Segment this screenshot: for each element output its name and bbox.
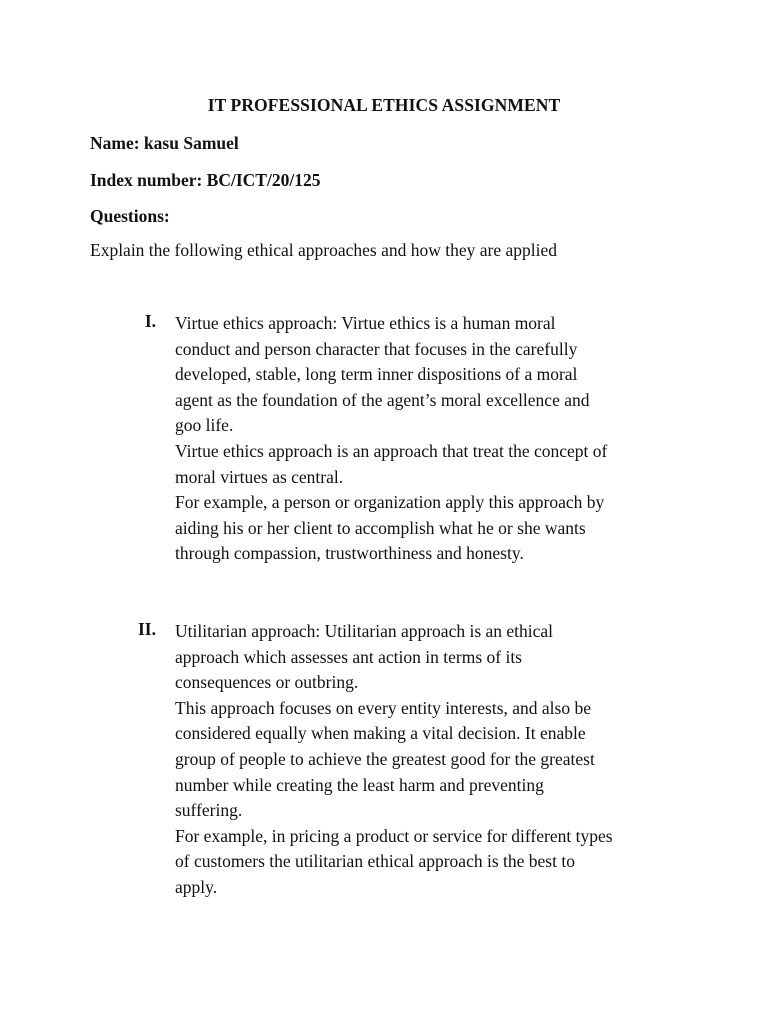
item-text-line: Virtue ethics approach: Virtue ethics is a human moral (175, 313, 556, 333)
item-text-line: of customers the utilitarian ethical approach is the best to (175, 851, 575, 872)
questions-label: Questions: (90, 206, 170, 226)
intro-text: Explain the following ethical approaches and how they are applied (90, 240, 557, 260)
document-title: IT PROFESSIONAL ETHICS ASSIGNMENT (207, 95, 561, 115)
index-number-line: Index number: BC/ICT/20/125 (90, 170, 321, 190)
name-line: Name: kasu Samuel (90, 133, 239, 153)
item-text-line: number while creating the least harm and preventing (175, 774, 544, 795)
item-text-line: goo life. (175, 415, 234, 436)
item-body (175, 311, 705, 567)
item-text-line: approach which assesses ant action in terms of its (175, 646, 522, 667)
item-text-line: Utilitarian approach: Utilitarian approach is an ethical (175, 621, 554, 641)
item-text-line: For example, in pricing a product or service for different types (175, 825, 613, 846)
item-text-line: suffering. (175, 800, 243, 821)
item-body (175, 619, 705, 901)
item-text-line: moral virtues as central. (175, 466, 344, 487)
item-text-line: through compassion, trustworthiness and honesty. (175, 543, 524, 564)
item-numeral: II. (138, 619, 156, 639)
item-text-line: group of people to achieve the greatest good for the greatest (175, 748, 595, 769)
item-text-line: developed, stable, long term inner dispositions of a moral (175, 364, 578, 385)
item-text-line: For example, a person or organization apply this approach by (175, 492, 605, 513)
item-text-line: This approach focuses on every entity interests, and also be (175, 697, 591, 718)
item-text-line: consequences or outbring. (175, 672, 359, 693)
item-text-line: apply. (175, 876, 218, 897)
item-text-line: considered equally when making a vital decision. It enable (175, 723, 586, 744)
item-text-line: aiding his or her client to accomplish what he or she wants (175, 517, 586, 538)
item-numeral: I. (144, 311, 156, 331)
item-text-line: conduct and person character that focuses in the carefully (175, 338, 578, 359)
item-text-line: Virtue ethics approach is an approach that treat the concept of (175, 440, 608, 461)
item-text-line: agent as the foundation of the agent’s moral excellence and (175, 389, 590, 410)
